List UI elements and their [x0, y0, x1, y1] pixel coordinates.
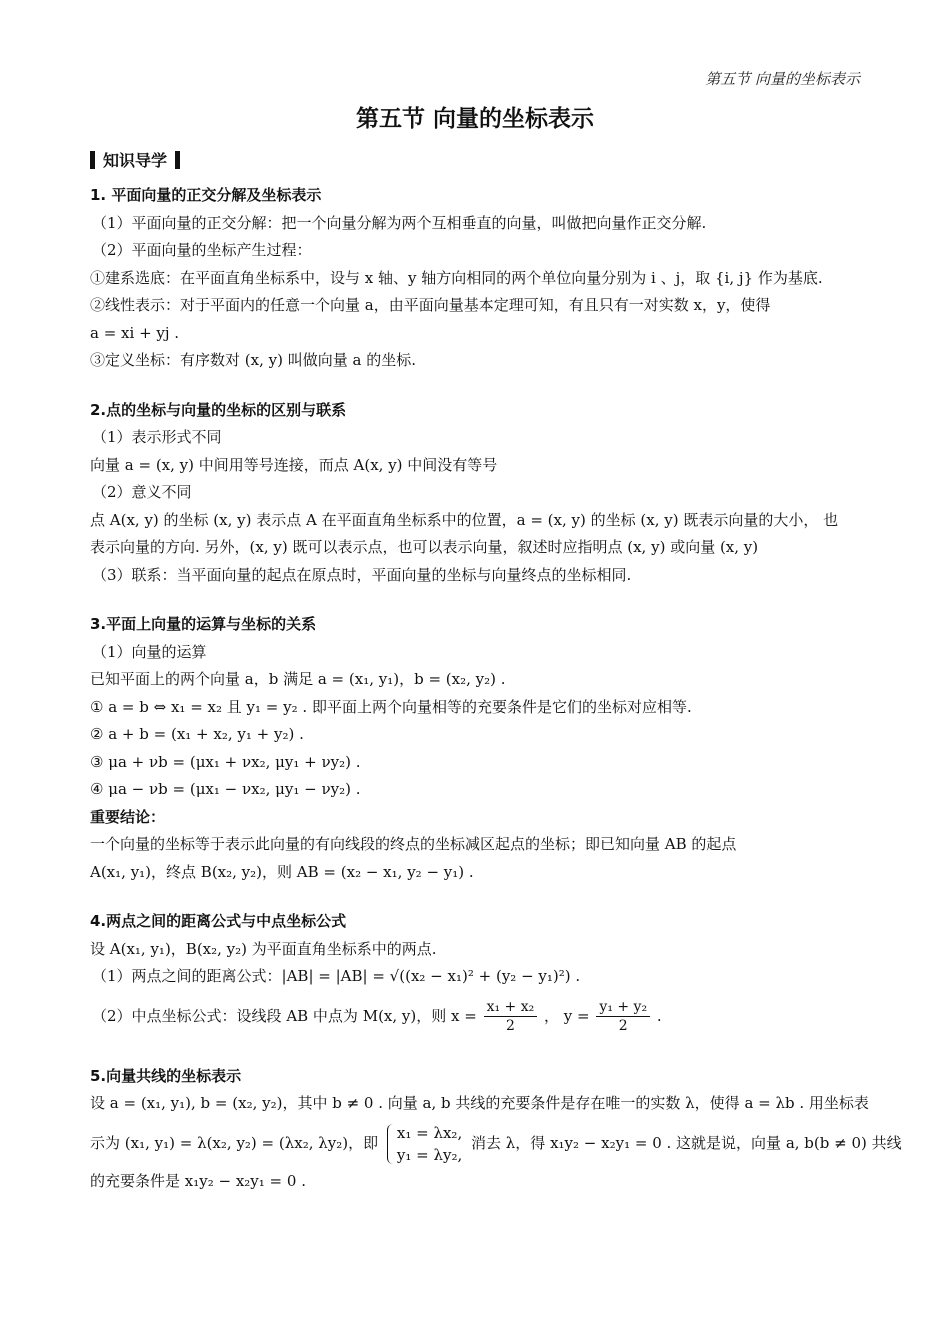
text-line: （1）向量的运算: [92, 642, 207, 661]
text-line: （1）表示形式不同: [92, 428, 222, 446]
text-line: 一个向量的坐标等于表示此向量的有向线段的终点的坐标减区起点的坐标；即已知向量 AB 的起点: [90, 835, 737, 853]
text-line: ① a = b ⇔ x₁ = x₂ 且 y₁ = y₂ . 即平面上两个向量相等的充要条件是它们的坐标对应相等.: [90, 697, 692, 716]
x-fraction: [484, 998, 538, 1035]
text-line: （1）平面向量的正交分解：把一个向量分解为两个互相垂直的向量，叫做把向量作正交分解.: [92, 213, 707, 232]
heading-4: 4.两点之间的距离公式与中点坐标公式: [90, 912, 347, 930]
text-line: 已知平面上的两个向量 a，b 满足 a = (x₁, y₁)，b = (x₂, y₂) .: [90, 670, 506, 688]
section-label: [90, 148, 180, 171]
text-line: 设 A(x₁, y₁)，B(x₂, y₂) 为平面直角坐标系中的两点.: [90, 939, 437, 958]
heading-1: 1. 平面向量的正交分解及坐标表示: [90, 186, 322, 204]
page-title: 第五节 向量的坐标表示: [355, 106, 594, 132]
text-line: 表示向量的方向. 另外，(x, y) 既可以表示点，也可以表示向量，叙述时应指明点 (x, y) 或向量 (x, y): [90, 538, 759, 556]
content-body: [90, 182, 902, 1195]
spacer: [90, 589, 865, 611]
text-line: a = xi + yj .: [90, 323, 180, 342]
guide-label: 知识导学: [103, 151, 168, 170]
text-line: A(x₁, y₁)，终点 B(x₂, y₂)，则 AB = (x₂ − x₁, y₂ − y₁) .: [90, 862, 474, 881]
spacer: [90, 1041, 865, 1063]
system-eq-2: y₁ = λy₂,: [396, 1145, 463, 1164]
spacer: [90, 375, 865, 397]
collinear-prefix: 示为 (x₁, y₁) = λ(x₂, y₂) = (λx₂, λy₂)，即: [90, 1133, 379, 1152]
midpoint-suffix: .: [656, 1006, 662, 1025]
heading-2: 2.点的坐标与向量的坐标的区别与联系: [90, 400, 347, 419]
y-fraction: [596, 998, 650, 1035]
text-line: 点 A(x, y) 的坐标 (x, y) 表示点 A 在平面直角坐标系中的位置，a = (x, y) 的坐标 (x, y) 既表示向量的大小， 也: [90, 510, 839, 529]
midpoint-prefix: （2）中点坐标公式：设线段 AB 中点为 M(x, y)，则 x =: [92, 1006, 477, 1025]
system-eq-1: x₁ = λx₂,: [396, 1123, 463, 1142]
text-line: ③定义坐标：有序数对 (x, y) 叫做向量 a 的坐标.: [90, 351, 416, 369]
heading-5: 5.向量共线的坐标表示: [90, 1066, 242, 1085]
midpoint-formula-line: [90, 991, 865, 1041]
conclusion-heading: 重要结论：: [90, 807, 166, 826]
x-denominator: 2: [505, 1018, 515, 1034]
text-line: ①建系选底：在平面直角坐标系中，设与 x 轴、y 轴方向相同的两个单位向量分别为 i 、j，取 {i, j} 作为基底.: [90, 268, 823, 287]
left-bar-mark: [90, 151, 95, 169]
equation-system: [387, 1122, 462, 1166]
text-line: 设 a = (x₁, y₁), b = (x₂, y₂)，其中 b ≠ 0 . 向量 a, b 共线的充要条件是存在唯一的实数 λ，使得 a = λb . 用坐标表: [90, 1094, 869, 1112]
spacer: [90, 886, 865, 908]
text-line: 的充要条件是 x₁y₂ − x₂y₁ = 0 .: [90, 1171, 306, 1190]
y-denominator: 2: [618, 1018, 628, 1034]
y-numerator: y₁ + y₂: [596, 998, 650, 1017]
text-line: （2）意义不同: [92, 483, 192, 501]
text-line: ② a + b = (x₁ + x₂, y₁ + y₂) .: [90, 725, 304, 743]
text-line: （1）两点之间的距离公式：|AB| = |AB| = √((x₂ − x₁)² + (y₂ − y₁)²) .: [92, 967, 581, 985]
x-numerator: x₁ + x₂: [484, 998, 538, 1017]
text-line: （2）平面向量的坐标产生过程：: [92, 241, 312, 259]
midpoint-between: ， y =: [544, 1006, 590, 1025]
text-line: ②线性表示：对于平面内的任意一个向量 a，由平面向量基本定理可知，有且只有一对实数 x，y，使得: [90, 296, 771, 314]
collinear-suffix: 消去 λ，得 x₁y₂ − x₂y₁ = 0 . 这就是说，向量 a, b(b ≠ 0) 共线: [471, 1133, 902, 1152]
text-line: （3）联系：当平面向量的起点在原点时，平面向量的坐标与向量终点的坐标相同.: [92, 565, 632, 584]
text-line: ③ μa + νb = (μx₁ + νx₂, μy₁ + νy₂) .: [90, 752, 361, 771]
text-line: 向量 a = (x, y) 中间用等号连接，而点 A(x, y) 中间没有等号: [90, 455, 498, 474]
running-header: 第五节 向量的坐标表示: [705, 70, 860, 88]
collinear-formula-line: [90, 1118, 902, 1168]
right-bar-mark: [175, 151, 180, 169]
text-line: ④ μa − νb = (μx₁ − νx₂, μy₁ − νy₂) .: [90, 780, 361, 798]
heading-3: 3.平面上向量的运算与坐标的关系: [90, 615, 317, 633]
